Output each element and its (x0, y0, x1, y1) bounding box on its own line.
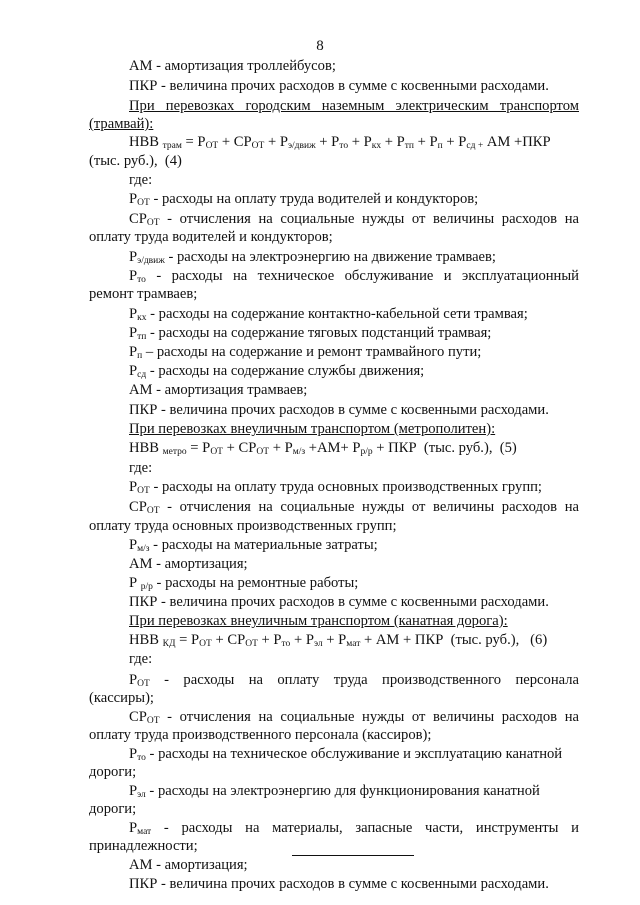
text-line: $Р_{мат}$ - расходы на материалы, запасные части, инструменты и (129, 820, 579, 837)
text-line: $Р_{тп}$ - расходы на содержание тяговых подстанций трамвая; (129, 325, 492, 342)
text-line: $Р_п$ – расходы на содержание и ремонт трамвайного пути; (129, 344, 482, 361)
page-number: 8 (316, 38, 324, 54)
text-line: оплату труда производственного персонала (кассиров); (89, 727, 432, 743)
text-line: ремонт трамваев; (89, 286, 198, 302)
text-line: АМ - амортизация; (129, 857, 248, 873)
text-line: $Р_{ОТ}$ - расходы на оплату труда основных производственных групп; (129, 479, 542, 496)
text-line: При перевозках внеуличным транспортом (метрополитен): (129, 421, 496, 437)
text-line: НВВ $_{метро} = Р_{ОТ} + СР_{ОТ} + Р_{м/з} +АМ+ Р_{р/р}$ + ПКР (тыс. руб.), (5) (129, 440, 517, 457)
text-line: дороги; (89, 764, 137, 780)
text-line: АМ - амортизация троллейбусов; (129, 58, 336, 74)
text-line: АМ - амортизация трамваев; (129, 382, 308, 398)
footer-divider (292, 855, 414, 856)
text-line: $Р_{кх}$ - расходы на содержание контактно-кабельной сети трамвая; (129, 306, 528, 323)
text-line: НВВ $_{трам} = Р_{ОТ} + СР_{ОТ} + Р_{э/движ} + Р_{то} + Р_{кх} + Р_{тп} + Р_п + Р_{сд +}$ АМ +ПКР (129, 134, 551, 151)
text-line: (кассиры); (89, 690, 154, 706)
text-line: При перевозках внеуличным транспортом (канатная дорога): (129, 613, 508, 629)
text-line: где: (129, 460, 153, 476)
text-line: $Р_{ОТ}$ - расходы на оплату труда водителей и кондукторов; (129, 191, 479, 208)
text-line: оплату труда водителей и кондукторов; (89, 229, 333, 245)
text-line: $СР_{ОТ}$ - отчисления на социальные нужды от величины расходов на (129, 211, 579, 228)
text-line: При перевозках городским наземным электрическим транспортом (129, 98, 579, 114)
text-line: $Р_{то}$ - расходы на техническое обслуживание и эксплуатацию канатной (129, 746, 563, 763)
text-line: оплату труда основных производственных групп; (89, 518, 397, 534)
text-line: (трамвай): (89, 116, 154, 132)
text-line: $Р_{эл}$ - расходы на электроэнергию для функционирования канатной (129, 783, 540, 800)
text-line: где: (129, 172, 153, 188)
text-line: Р $_{р/р}$ - расходы на ремонтные работы; (129, 575, 359, 592)
text-line: дороги; (89, 801, 137, 817)
text-line: $Р_{э/движ}$ - расходы на электроэнергию на движение трамваев; (129, 249, 496, 266)
text-line: ПКР - величина прочих расходов в сумме с косвенными расходами. (129, 876, 549, 892)
text-line: (тыс. руб.), (4) (89, 153, 182, 169)
text-line: $Р_{сд}$ - расходы на содержание службы движения; (129, 363, 425, 380)
text-line: принадлежности; (89, 838, 198, 854)
text-line: где: (129, 651, 153, 667)
text-line: АМ - амортизация; (129, 556, 248, 572)
text-line: НВВ $_{КД} = Р_{ОТ} + СР_{ОТ} + Р_{то} + Р_{эл} + Р_{мат}$ + АМ + ПКР (тыс. руб.), (6) (129, 632, 548, 649)
text-line: ПКР - величина прочих расходов в сумме с косвенными расходами. (129, 78, 549, 94)
text-line: $СР_{ОТ}$ - отчисления на социальные нужды от величины расходов на (129, 499, 579, 516)
text-line: $СР_{ОТ}$ - отчисления на социальные нужды от величины расходов на (129, 709, 579, 726)
text-line: ПКР - величина прочих расходов в сумме с косвенными расходами. (129, 402, 549, 418)
text-line: $Р_{м/з}$ - расходы на материальные затраты; (129, 537, 378, 554)
text-line: $Р_{ОТ}$ - расходы на оплату труда производственного персонала (129, 672, 579, 689)
text-line: ПКР - величина прочих расходов в сумме с косвенными расходами. (129, 594, 549, 610)
text-line: $Р_{то}$ - расходы на техническое обслуживание и эксплуатационный (129, 268, 579, 285)
